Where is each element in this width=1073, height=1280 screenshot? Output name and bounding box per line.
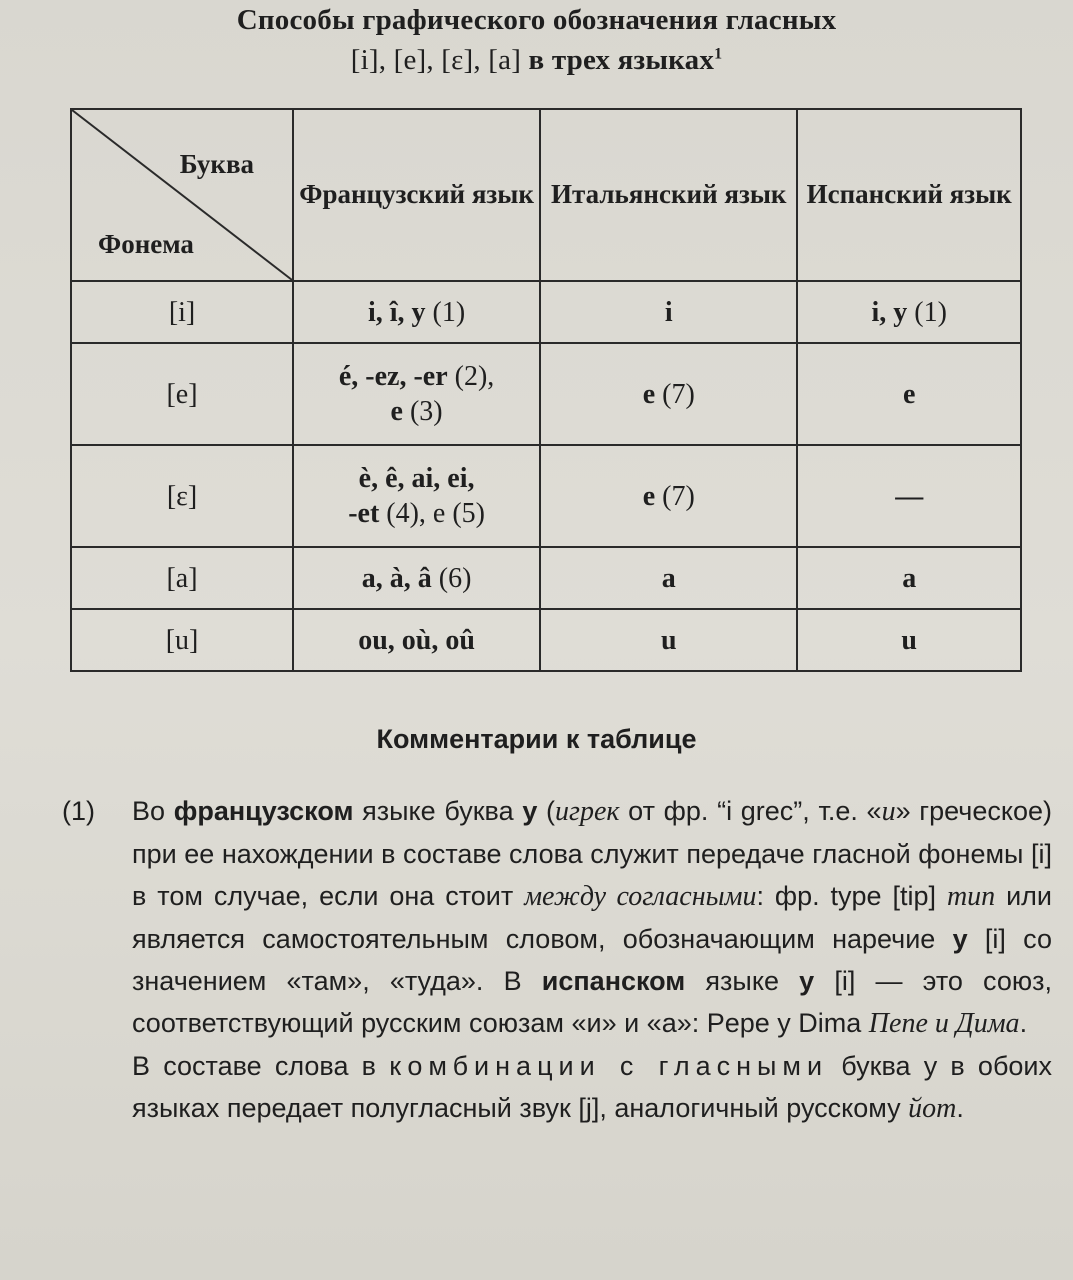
comment-paragraph-1: [132, 790, 1052, 1045]
comment-number: (1): [62, 796, 95, 826]
italian-letters: e: [642, 378, 656, 410]
emphasis-letter-y: y: [952, 924, 968, 954]
spanish-cell: a: [797, 547, 1021, 609]
comment-body: [132, 790, 1052, 1130]
diagonal-header-cell: [71, 109, 293, 281]
french-cell: [293, 281, 540, 343]
comment-paragraph-2: [132, 1045, 1052, 1130]
italian-cell: u: [540, 609, 797, 671]
italic-yot: йот: [908, 1093, 957, 1124]
italian-cell: i: [540, 281, 797, 343]
text-run: языке буква: [353, 796, 523, 826]
french-cell: ou, où, oû: [293, 609, 540, 671]
title-phonemes: [i], [e], [ε], [a]: [350, 44, 522, 76]
phoneme-cell: [ε]: [71, 445, 293, 547]
phoneme-cell: [i]: [71, 281, 293, 343]
italian-cell: a: [540, 547, 797, 609]
spaced-text: комбинации с гласными: [389, 1051, 829, 1081]
italian-note: (7): [655, 480, 695, 512]
french-letters: a, à, â: [361, 562, 432, 594]
emphasis-spanish: испанском: [541, 966, 686, 996]
vowel-table: [70, 108, 1022, 672]
header-letter-label: Буква: [179, 149, 255, 179]
text-run: .: [1019, 1008, 1028, 1038]
phoneme-cell: [u]: [71, 609, 293, 671]
emphasis-letter-y: y: [522, 796, 538, 826]
french-cell: [293, 547, 540, 609]
text-run: .: [956, 1093, 964, 1123]
comments-heading: Комментарии к таблице: [376, 724, 697, 754]
table-row: [71, 445, 1021, 547]
spanish-letters: i, y: [871, 296, 908, 328]
spanish-cell: u: [797, 609, 1021, 671]
french-note: (6): [431, 562, 472, 594]
text-run: буква y в обоих языках передает полугласный звук [j], аналогичный русскому: [132, 1051, 1053, 1123]
comment-item-1: [62, 790, 1052, 1130]
spanish-cell: [797, 281, 1021, 343]
text-run: В составе слова в: [132, 1051, 390, 1081]
header-phoneme-label: Фонема: [98, 229, 194, 260]
text-run: языке: [685, 966, 800, 996]
title-footnote-marker: 1: [714, 45, 723, 63]
italian-letters: e: [642, 480, 656, 512]
french-cell: [293, 343, 540, 445]
text-run: Во: [132, 796, 174, 826]
italic-i: и: [881, 796, 896, 827]
french-letters: è, ê, ai, ei,: [358, 463, 475, 494]
text-run: (: [537, 796, 556, 826]
text-run: » греческое) при ее нахождении в составе слова служит передаче гласной фонемы [i] в том случае, если она стоит: [132, 796, 1052, 911]
italic-igrek: игрек: [555, 796, 620, 827]
italic-pepe-dima: Пепе и Дима: [868, 1008, 1020, 1039]
table-header-row: [71, 109, 1021, 281]
table-row: [71, 547, 1021, 609]
header-french: Французский язык: [293, 109, 540, 281]
spanish-cell: e: [797, 343, 1021, 445]
phoneme-cell: [e]: [71, 343, 293, 445]
italian-note: (7): [655, 378, 695, 410]
french-letters: é, -ez, -er: [338, 361, 448, 392]
french-note-2: (4), e (5): [379, 498, 485, 529]
emphasis-letter-y: y: [799, 966, 815, 996]
emphasis-french: французском: [173, 796, 354, 826]
spanish-note: (1): [907, 296, 947, 328]
phoneme-cell: [a]: [71, 547, 293, 609]
table-row: [71, 609, 1021, 671]
french-cell: [293, 445, 540, 547]
title-rest: в трех языках: [521, 44, 715, 76]
italian-cell: [540, 343, 797, 445]
french-note: (1): [425, 296, 466, 328]
italian-cell: [540, 445, 797, 547]
text-run: [i] — это союз, соответствующий русским союзам «и» и «а»: Pepe y Dima: [132, 966, 1052, 1038]
table-title-line1: Способы графического обозначения гласных: [236, 4, 837, 36]
spanish-cell: —: [797, 445, 1021, 547]
french-note-2: (3): [402, 396, 443, 427]
table-row: [71, 281, 1021, 343]
french-letters-2: e: [390, 396, 403, 427]
header-italian: Итальянский язык: [540, 109, 797, 281]
text-run: от фр. “i grec”, т.е. «: [619, 796, 882, 826]
french-letters-2: -et: [348, 498, 380, 529]
text-run: : фр. type [tip]: [756, 881, 947, 911]
italic-tip: тип: [946, 881, 996, 912]
header-spanish: Испанский язык: [797, 109, 1021, 281]
french-note: (2),: [447, 361, 495, 392]
french-letters: i, î, y: [367, 296, 426, 328]
table-row: [71, 343, 1021, 445]
italic-between-consonants: между согласными: [524, 881, 757, 912]
table-title-line2: [0, 44, 1073, 77]
text-run: [i] со значением «там», «туда». В: [132, 924, 1052, 996]
text-run: или является самостоятельным словом, обозначающим наречие: [132, 881, 1053, 954]
